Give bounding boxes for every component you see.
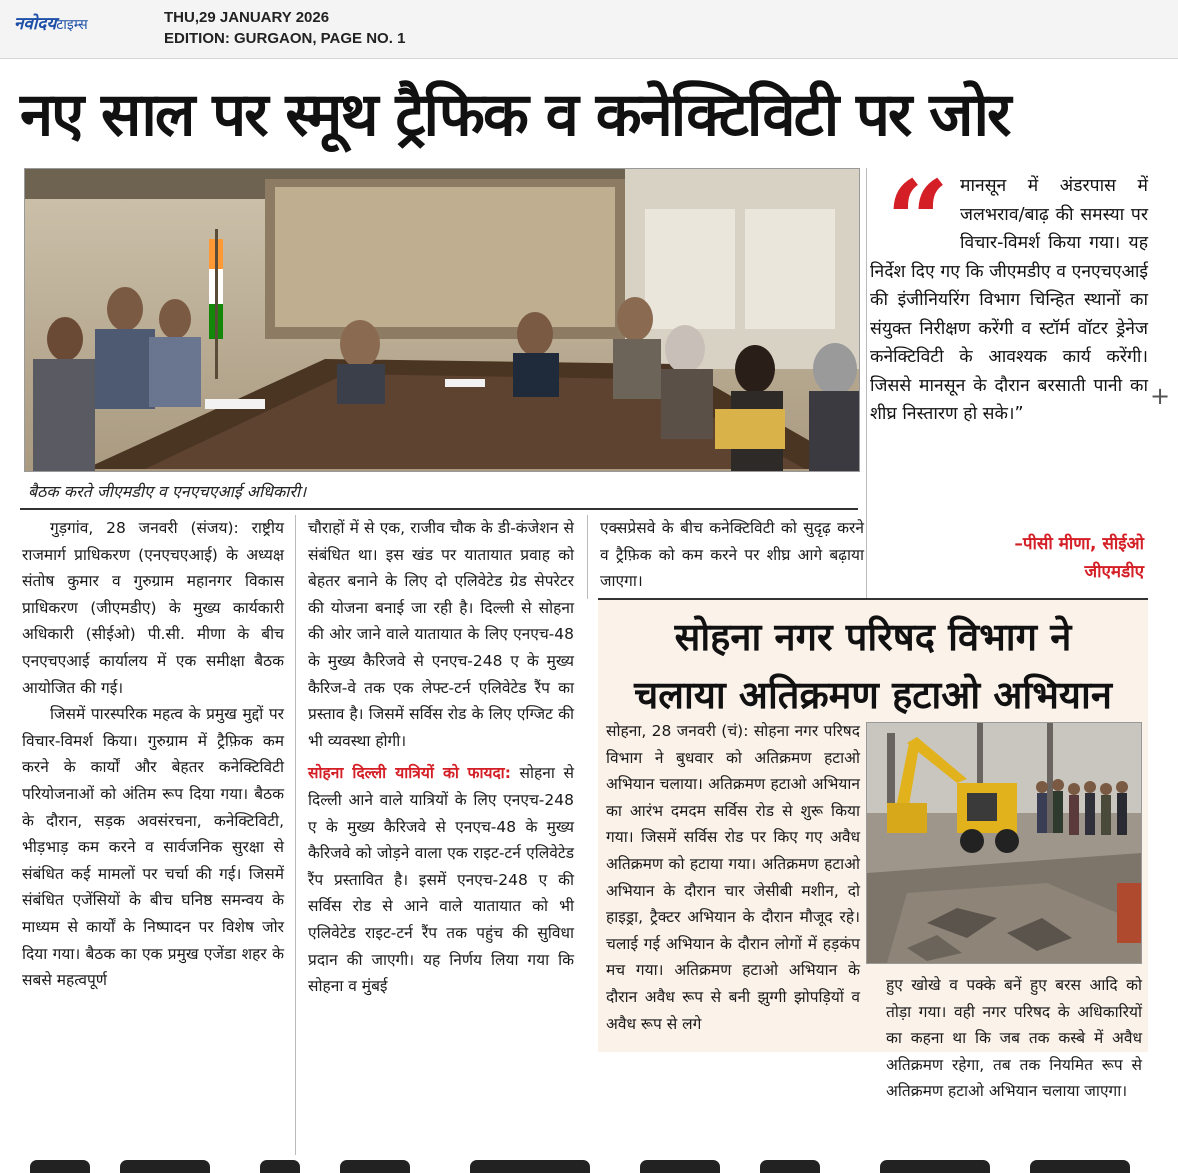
- quote-author-org: जीएमडीए: [1084, 562, 1144, 582]
- quote-float-spacer: [870, 172, 960, 256]
- next-headline-cropped: [0, 1158, 1178, 1173]
- story-2-column-1: [606, 718, 860, 1037]
- article-column-2: [308, 515, 574, 1000]
- plus-icon: +: [1150, 382, 1171, 410]
- encroachment-photo-illustration: [867, 723, 1141, 963]
- article-paragraph-text: सोहना से दिल्ली आने वाले यात्रियों के लिए एनएच-248 ए के मुख्य कैरिजवे से एनएच-48 के मुख्य कैरिजवे को जोड़ने वाला एक राइट-टर्न एलिवेटेड रैंप प्रस्तावित है। इसमें एनएच-248 ए की सर्विस रोड से आने वाले यातायात को भी एलिवेटेड राइट-टर्न रैंप तक पहुंच की सुविधा प्रदान की जाएगी। यह निर्णय लिया गया कि सोहना व मुंबई: [308, 764, 574, 996]
- subheading-part-1: सोहना दिल्ली यात्रियों को: [308, 764, 459, 783]
- quote-text: [870, 172, 1148, 429]
- quote-mark-icon: “: [886, 156, 950, 285]
- quote-author: [1014, 530, 1144, 586]
- meeting-photo: [24, 168, 860, 472]
- meeting-photo-illustration: [25, 169, 859, 471]
- newspaper-logo[interactable]: [14, 11, 88, 34]
- subheading-part-2: फायदा:: [467, 764, 511, 783]
- column-divider: [587, 515, 588, 599]
- logo-sub-text: टाइम्स: [56, 17, 88, 33]
- article-paragraph-with-subhead: [308, 760, 574, 999]
- article-paragraph: जिसमें पारस्परिक महत्व के प्रमुख मुद्दों पर विचार-विमर्श किया। गुरुग्राम में ट्रैफ़िक कम करने के कार्यों और बेहतर कनेक्टिविटी परियोजनाओं को अंतिम रूप दिया गया। बैठक के दौरान, सड़क अवसंरचना, कनेक्टिविटी, भीड़भाड़ कम करने व सार्वजनिक सुरक्षा से संबंधित कई मामलों पर चर्चा की गई। जिसमें संबंधित एजेंसियों के बीच घनिष्ठ समन्वय के माध्यम से कार्यों के निष्पादन पर विशेष जोर दिया गया। बैठक का एक प्रमुख एजेंडा शहर के सबसे महत्वपूर्ण: [22, 705, 284, 990]
- column-divider: [295, 515, 296, 1155]
- story-2-column-2: [886, 972, 1142, 1105]
- article-column-1: [22, 515, 284, 994]
- quote-divider: [866, 168, 867, 598]
- story-2-paragraph: सोहना, 28 जनवरी (चं): सोहना नगर परिषद विभाग ने बुधवार को अतिक्रमण हटाओ अभियान चलाया। अतिक्रमण हटाओ अभियान का आरंभ दमदम सर्विस रोड से शुरू किया गया। जिसमें सर्विस रोड पर किए गए अवैध अतिक्रमण को हटाया गया। अतिक्रमण हटाओ अभियान के दौरान चार जेसीबी मशीन, दो हाइड्रा, ट्रैक्टर अभियान के दौरान मौजूद रहे। चलाई गई अभियान के दौरान लोगों में हड़कंप मच गया। अतिक्रमण हटाओ अभियान के दौरान अवैध रूप से बनी झुग्गी झोपड़ियों व अवैध रूप से लगे: [606, 722, 860, 1033]
- article-paragraph: एक्सप्रेसवे के बीच कनेक्टिविटी को सुदृढ़ करने व ट्रैफ़िक को कम करने पर शीघ्र आगे बढ़ाया जाएगा।: [600, 519, 864, 591]
- caption-rule: [20, 508, 858, 510]
- article-paragraph: गुड़गांव, 28 जनवरी (संजय): राष्ट्रीय राजमार्ग प्राधिकरण (एनएचएआई) के अध्यक्ष संतोष कुमार व गुरुग्राम महानगर विकास प्राधिकरण (जीएमडीए) के मुख्य कार्यकारी अधिकारी (सीईओ) पी.सी. मीणा के बीच एनएचएआई कार्यालय में एक समीक्षा बैठक आयोजित की गई।: [22, 519, 284, 697]
- story-2-headline-line-1: सोहना नगर परिषद विभाग ने: [674, 615, 1072, 659]
- quote-body: मानसून में अंडरपास में जलभराव/बाढ़ की समस्या पर विचार-विमर्श किया गया। यह निर्देश दिए गए कि जीएमडीए व एनएचएआई की इंजीनियरिंग विभाग चिन्हित स्थानों का संयुक्त निरीक्षण करेंगी व स्टॉर्म वॉटर ड्रेनेज कनेक्टिविटी के आवश्यक कार्य करेंगी। जिससे मानसून के दौरान बरसाती पानी का शीघ्र निस्तारण हो सके।”: [870, 176, 1148, 424]
- issue-date: THU,29 JANUARY 2026: [164, 9, 330, 26]
- article-paragraph: चौराहों में से एक, राजीव चौक के डी-कंजेशन से संबंधित था। इस खंड पर यातायात प्रवाह को बेहतर बनाने के लिए दो एलिवेटेड ग्रेड सेपरेटर की योजना बनाई जा रही है। दिल्ली से सोहना की ओर जाने वाले यातायात के लिए एनएच-48 के मुख्य कैरिजवे से एनएच-248 ए के मुख्य कैरिज-वे तक एक लेफ्ट-टर्न एलिवेटेड रैंप का प्रस्ताव है। जिसमें सर्विस रोड के लिए एग्जिट की भी व्यवस्था होगी।: [308, 519, 574, 750]
- story-2-paragraph: हुए खोखे व पक्के बनें हुए बरस आदि को तोड़ा गया। वही नगर परिषद के अधिकारियों का कहना था कि जब तक कस्बे में अवैध अतिक्रमण रहेगा, तब तक नियमित रूप से अतिक्रमण हटाओ अभियान चलाया जाएगा।: [886, 976, 1142, 1101]
- story-2-box: [598, 598, 1148, 1101]
- story-2-headline: [598, 608, 1148, 724]
- edition-info: EDITION: GURGAON, PAGE NO. 1: [164, 30, 406, 47]
- quote-author-name: –पीसी मीणा, सीईओ: [1014, 534, 1144, 554]
- photo-caption: बैठक करते जीएमडीए व एनएचएआई अधिकारी।: [28, 482, 307, 501]
- encroachment-photo: [866, 722, 1142, 964]
- quote-box: [870, 156, 1152, 598]
- article-column-3: [600, 515, 864, 595]
- main-headline: नए साल पर स्मूथ ट्रैफिक व कनेक्टिविटी पर जोर: [20, 80, 1010, 150]
- story-2-headline-line-2: चलाया अतिक्रमण हटाओ अभियान: [634, 673, 1112, 717]
- logo-main-text: नवोदय: [14, 14, 57, 34]
- top-bar: [0, 0, 1178, 59]
